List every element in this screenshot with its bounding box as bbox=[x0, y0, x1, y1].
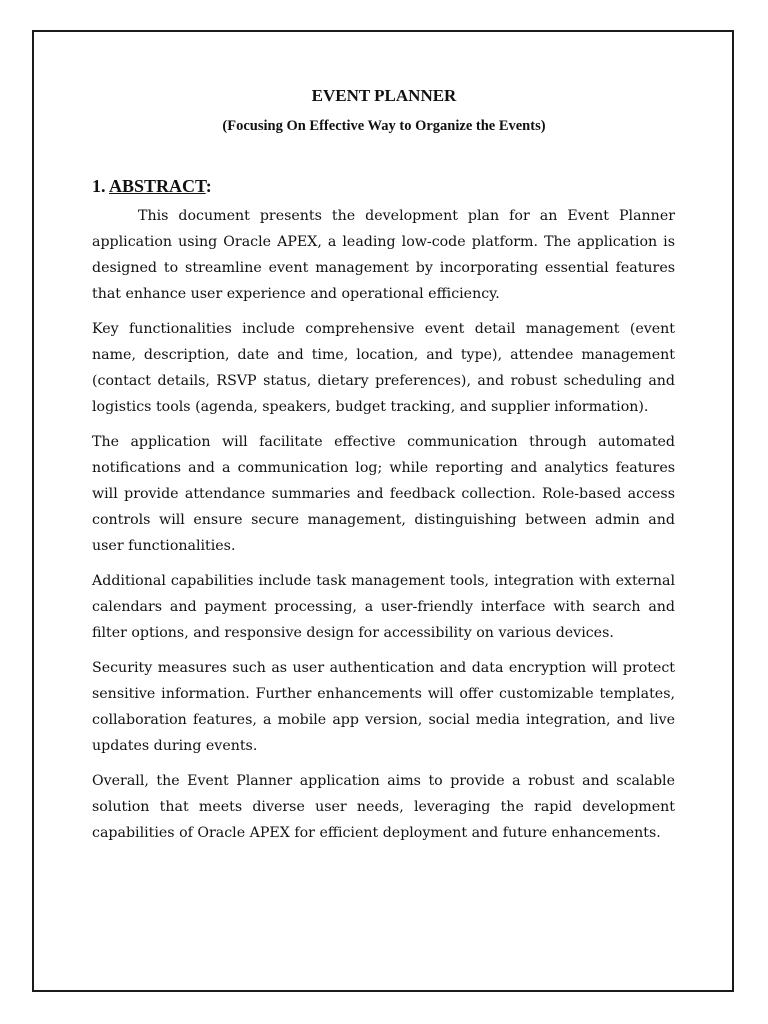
section-number: 1. bbox=[92, 176, 106, 196]
section-heading bbox=[92, 176, 212, 197]
document-title: EVENT PLANNER bbox=[311, 86, 457, 105]
paragraph: This document presents the development plan for an Event Planner application using Oracle APEX, a leading low-code platform. The application is designed to streamline event management by incorporating essential features that enhance user experience and operational efficiency. bbox=[92, 208, 675, 302]
paragraph: Overall, the Event Planner application aims to provide a robust and scalable solution that meets diverse user needs, leveraging the rapid development capabilities of Oracle APEX for efficient deployment and future enhancements. bbox=[92, 773, 675, 841]
paragraph: Additional capabilities include task management tools, integration with external calendars and payment processing, a user-friendly interface with search and filter options, and responsive design for accessibility on various devices. bbox=[92, 573, 675, 641]
paragraph: The application will facilitate effective communication through automated notifications and a communication log; while reporting and analytics features will provide attendance summaries and feedback collection. Role-based access controls will ensure secure management, distinguishing between admin and user functionalities. bbox=[92, 434, 675, 554]
section-suffix: : bbox=[205, 176, 212, 196]
paragraph: Key functionalities include comprehensive event detail management (event name, description, date and time, location, and type), attendee management (contact details, RSVP status, dietary preferences), and robust scheduling and logistics tools (agenda, speakers, budget tracking, and supplier information). bbox=[92, 321, 675, 415]
abstract-body bbox=[92, 203, 675, 855]
section-label: ABSTRACT bbox=[109, 176, 206, 196]
paragraph: Security measures such as user authentication and data encryption will protect sensitive information. Further enhancements will offer customizable templates, collaboration features, a mobile app version, social media integration, and live updates during events. bbox=[92, 660, 675, 754]
document-subtitle: (Focusing On Effective Way to Organize the Events) bbox=[222, 118, 546, 134]
